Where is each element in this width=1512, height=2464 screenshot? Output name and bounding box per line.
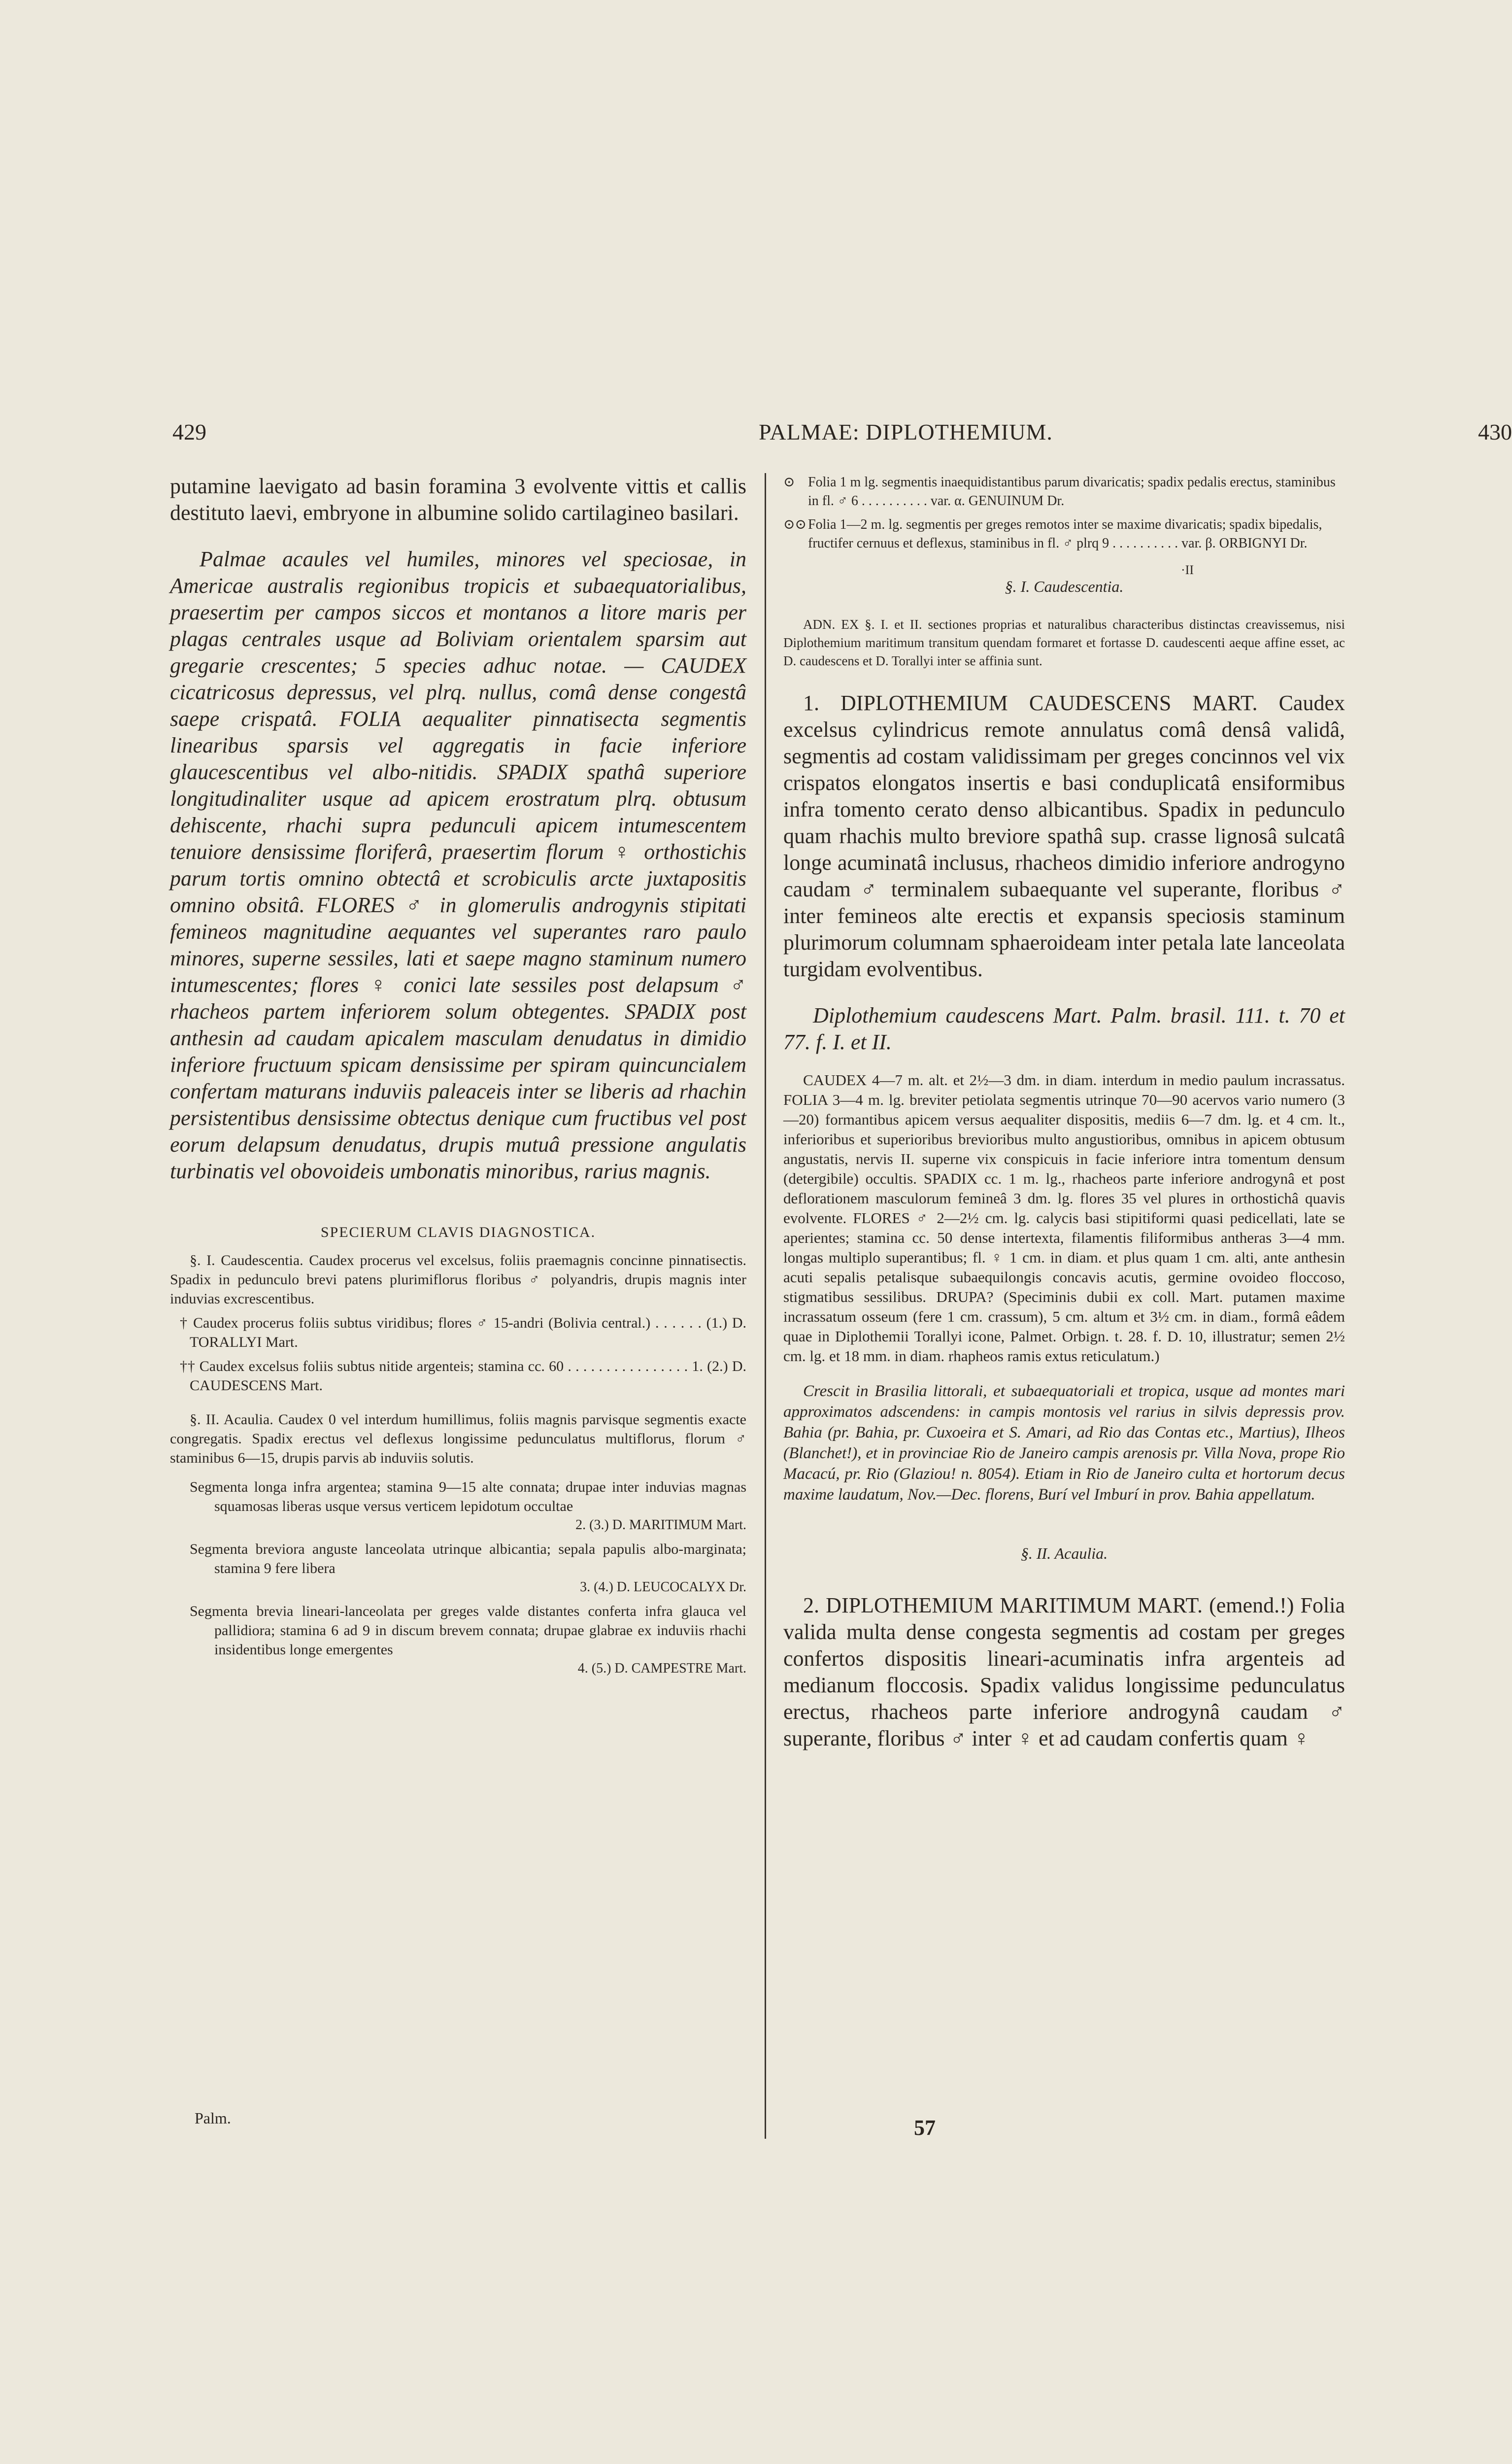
genus-description: Palmae acaules vel humiles, minores vel speciosae, in Americae australis regionibus tropicis et subaequatorialibus, praesertim per campos siccos et montanos a litore maris per plagas centrales usque ad Boliviam orientalem sparsim aut gregarie crescentes; 5 species adhuc notae. — CAUDEX cicatricosus depressus, vel plrq. nullus, comâ dense congestâ saepe crispatâ. FOLIA aequaliter pinnatisecta segmentis linearibus sparsis vel aggregatis in facie inferiore glaucescentibus vel albo-nitidis. SPADIX spathâ superiore longitudinaliter usque ad apicem erostratum plrq. obtusum dehiscente, rhachi supra pedunculi apicem intumescentem tenuiore densissime floriferâ, praesertim florum ♀ orthostichis parum tortis omnino obtectâ et scrobiculis arcte juxtapositis omnino obsitâ. FLORES ♂ in glomerulis androgynis stipitati femineos magnitudine aequantes vel superantes raro paulo minores, superne sessiles, lati et saepe magno staminum numero intumescentes; flores ♀ conici late sessiles post delapsum ♂ rhacheos partem inferiorem solum obtegentes. SPADIX post anthesin ad caudam apicalem masculam denudatus in dimidio inferiore fructuum spicam densissime per spiram quincuncialem confertam maturans induviis paleaceis inter se liberis ad rhachin persistentibus densissime obtectus denique cum fructibus vel post eorum delapsum denudatus, drupis mutuâ pressione angulatis turbinatis vel obovoideis umbonatis minoribus, rarius magnis. (170, 547, 746, 1183)
variety-alpha-symbol: ⊙ (783, 475, 795, 490)
key-entry-3 (170, 1602, 746, 1678)
page-number-left: 429 (172, 419, 206, 445)
column-divider (765, 473, 766, 2139)
key-entry-3-result: 4. (5.) D. CAMPESTRE Mart. (577, 1661, 746, 1676)
key-entry-2-result: 3. (4.) D. LEUCOCALYX Dr. (580, 1579, 746, 1595)
key-section-2: §. II. Acaulia. Caudex 0 vel interdum humillimus, foliis magnis parvisque segmentis exacte congregatis. Spadix erectus vel deflexus longissime pedunculatus multiflorus, florum ♂ staminibus 6—15, drupis parvis ab induviis solutis. (170, 1411, 746, 1466)
species-1-habitat: Crescit in Brasilia littorali, et subaequatoriali et tropica, usque ad montes mari approximatos adscendens: in campis montosis vel rarius in silvis depressis prov. Bahia (pr. Bahia, pr. Cuxoeira et S. Amari, ad Rio das Contas etc., Martius), Ilheos (Blanchet!), et in provinciae Rio de Janeiro campis arenosis pr. Villa Nova, prope Rio Macacú, pr. Rio (Glaziou! n. 8054). Etiam in Rio de Janeiro culta et hortorum decus maxime laudatum, Nov.—Dec. florens, Burí vel Imburí in prov. Bahia appellatum. (783, 1382, 1345, 1504)
variety-alpha-text: Folia 1 m lg. segmentis inaequidistantibus parum divaricatis; spadix pedalis erectus, staminibus in fl. ♂ 6 . . . . . . . . . . var. α. GENUINUM Dr. (808, 475, 1336, 509)
right-column (783, 473, 1345, 1752)
species-1-reference: Diplothemium caudescens Mart. Palm. brasil. 111. t. 70 et 77. f. I. et II. (783, 1003, 1345, 1054)
variety-beta-text: Folia 1—2 m. lg. segmentis per greges remotos inter se maxime divaricatis; spadix bipedalis, fructifer cernuus et deflexus, staminibus in fl. ♂ plrq 9 . . . . . . . . . . var. β. ORBIGNYI Dr. (808, 517, 1322, 551)
key-section-1: §. I. Caudescentia. Caudex procerus vel excelsus, foliis praemagnis concinne pinnatisectis. Spadix in pedunculo brevi patens plurimiflorus floribus ♂ polyandris, drupis magnis inter induvias excrescentibus. (170, 1252, 746, 1307)
key-entry-1-result: 2. (3.) D. MARITIMUM Mart. (575, 1517, 746, 1533)
key-entry-1 (170, 1477, 746, 1535)
key-taxon-1: † Caudex procerus foliis subtus viridibus; flores ♂ 15-andri (Bolivia central.) . . . . . . (1.) D. TORALLYI Mart. (180, 1315, 746, 1350)
species-1-description: 1. DIPLOTHEMIUM CAUDESCENS MART. Caudex excelsus cylindricus remote annulatus comâ densâ validâ, segmentis ad costam validissimam per greges concinnos vel vix crispatos elongatos insertis e basi conduplicatâ ensiformibus infra tomento cerato denso albicantibus. Spadix in pedunculo quam rhachis multo breviore spathâ sup. crasse lignosâ sulcatâ longe acuminatâ inclusus, rhacheos dimidio inferiore androgyno caudam ♂ terminalem subaequante vel superante, floribus ♂ inter femineos alte erectis et expansis speciosis staminum plurimorum columnam sphaeroideam inter petala late lanceolata turgidam evolventibus. (783, 691, 1345, 981)
key-entry-2 (170, 1540, 746, 1597)
section-acaulia-heading: §. II. Acaulia. (1020, 1544, 1108, 1562)
adnotatio: ADN. EX §. I. et II. sectiones proprias et naturalibus characteribus distinctas creavissemus, nisi Diplothemium maritimum transitum quendam formaret et fortasse D. caudescenti aeque affine esset, ac D. caudescens et D. Torallyi inter se affinia sunt. (783, 617, 1345, 668)
running-header (168, 419, 1512, 448)
page-number-right: 430 (1478, 419, 1512, 445)
running-title: PALMAE: DIPLOTHEMIUM. (759, 419, 1053, 445)
variety-beta (783, 515, 1345, 553)
species-1-details: CAUDEX 4—7 m. alt. et 2½—3 dm. in diam. interdum in medio paulum incrassatus. FOLIA 3—4 m. lg. breviter petiolata segmentis utrinque 70—90 acervos vario numero (3—20) formantibus apicem versus aequaliter dispositis, mediis 6—7 dm. lg. et 4 cm. lt., inferioribus et superioribus brevioribus multo angustioribus, omnibus in apicem obtusum angustatis, nervis II. superne vix conspicuis in facie inferiore intra tomentum densum (detergibile) occultis. SPADIX cc. 1 m. lg., rhacheos parte inferiore androgynâ et post deflorationem masculorum femineâ 3 dm. lg. flores 35 vel plures in orthostichâ quavis evolvente. FLORES ♂ 2—2½ cm. lg. calycis basi stipitiformi quasi pedicellati, late se aperientes; stamina cc. 50 dense intertexta, filamentis filiformibus antheras 3—4 mm. longas multiplo superantibus; fl. ♀ 1 cm. in diam. et plus quam 1 cm. alti, ante anthesin acuti sepalis petalisque subaequilongis concavis acutis, germine ovoideo floccoso, stigmatibus sessilibus. DRUPA? (Speciminis dubii ex coll. Mart. putamen maxime incrassatum osseum (fere 1 cm. crassum), 5 cm. altum et 3½ cm. in diam., formâ eâdem quae in Diplothemii Torallyi icone, Palmet. Orbign. t. 28. f. D. 10, illustratur; semen 2½ cm. lg. et 18 mm. in diam. rhapheos ramis extus reticulatum.) (783, 1071, 1345, 1365)
variety-alpha (783, 473, 1345, 511)
left-column (170, 473, 746, 1678)
signature-number: 57 (914, 2116, 936, 2140)
variety-beta-symbol: ⊙⊙ (783, 517, 806, 532)
key-entry-3-text: Segmenta brevia lineari-lanceolata per greges valde distantes conferta infra glauca vel pallidiora; stamina 6 ad 9 in discum brevem connata; drupae glabrae ex induviis rhachi insidentibus longe emergentes (190, 1603, 746, 1658)
key-entry-2-text: Segmenta breviora anguste lanceolata utrinque albicantia; sepala papulis albo-marginata; stamina 9 fere libera (190, 1541, 746, 1576)
key-entry-1-text: Segmenta longa infra argentea; stamina 9—15 alte connata; drupae inter induvias magnas squamosas liberas usque versus verticem lepidotum occultae (190, 1479, 746, 1514)
signature-mark: Palm. (195, 2109, 231, 2127)
key-taxon-2: †† Caudex excelsus foliis subtus nitide argenteis; stamina cc. 60 . . . . . . . . . . . . . . . . 1. (2.) D. CAUDESCENS Mart. (180, 1358, 746, 1394)
genus-description-end: putamine laevigato ad basin foramina 3 evolvente vittis et callis destituto laevi, embryone in albumine solido cartilagineo basilari. (170, 474, 746, 525)
key-title: SPECIERUM CLAVIS DIAGNOSTICA. (320, 1224, 596, 1240)
section-caudescentia-heading: §. I. Caudescentia. (1005, 578, 1124, 595)
species-2-description: 2. DIPLOTHEMIUM MARITIMUM MART. (emend.!) Folia valida multa dense congesta segmentis ad costam per greges confertos dispositis lineari-acuminatis infra argenteis ad medianum floccosis. Spadix validus longissime pedunculatus erectus, rhacheos parte inferiore androgynâ caudam ♂ superante, floribus ♂ inter ♀ et ad caudam confertis quam ♀ (783, 1593, 1345, 1750)
section-mark: ·II (1181, 563, 1194, 577)
